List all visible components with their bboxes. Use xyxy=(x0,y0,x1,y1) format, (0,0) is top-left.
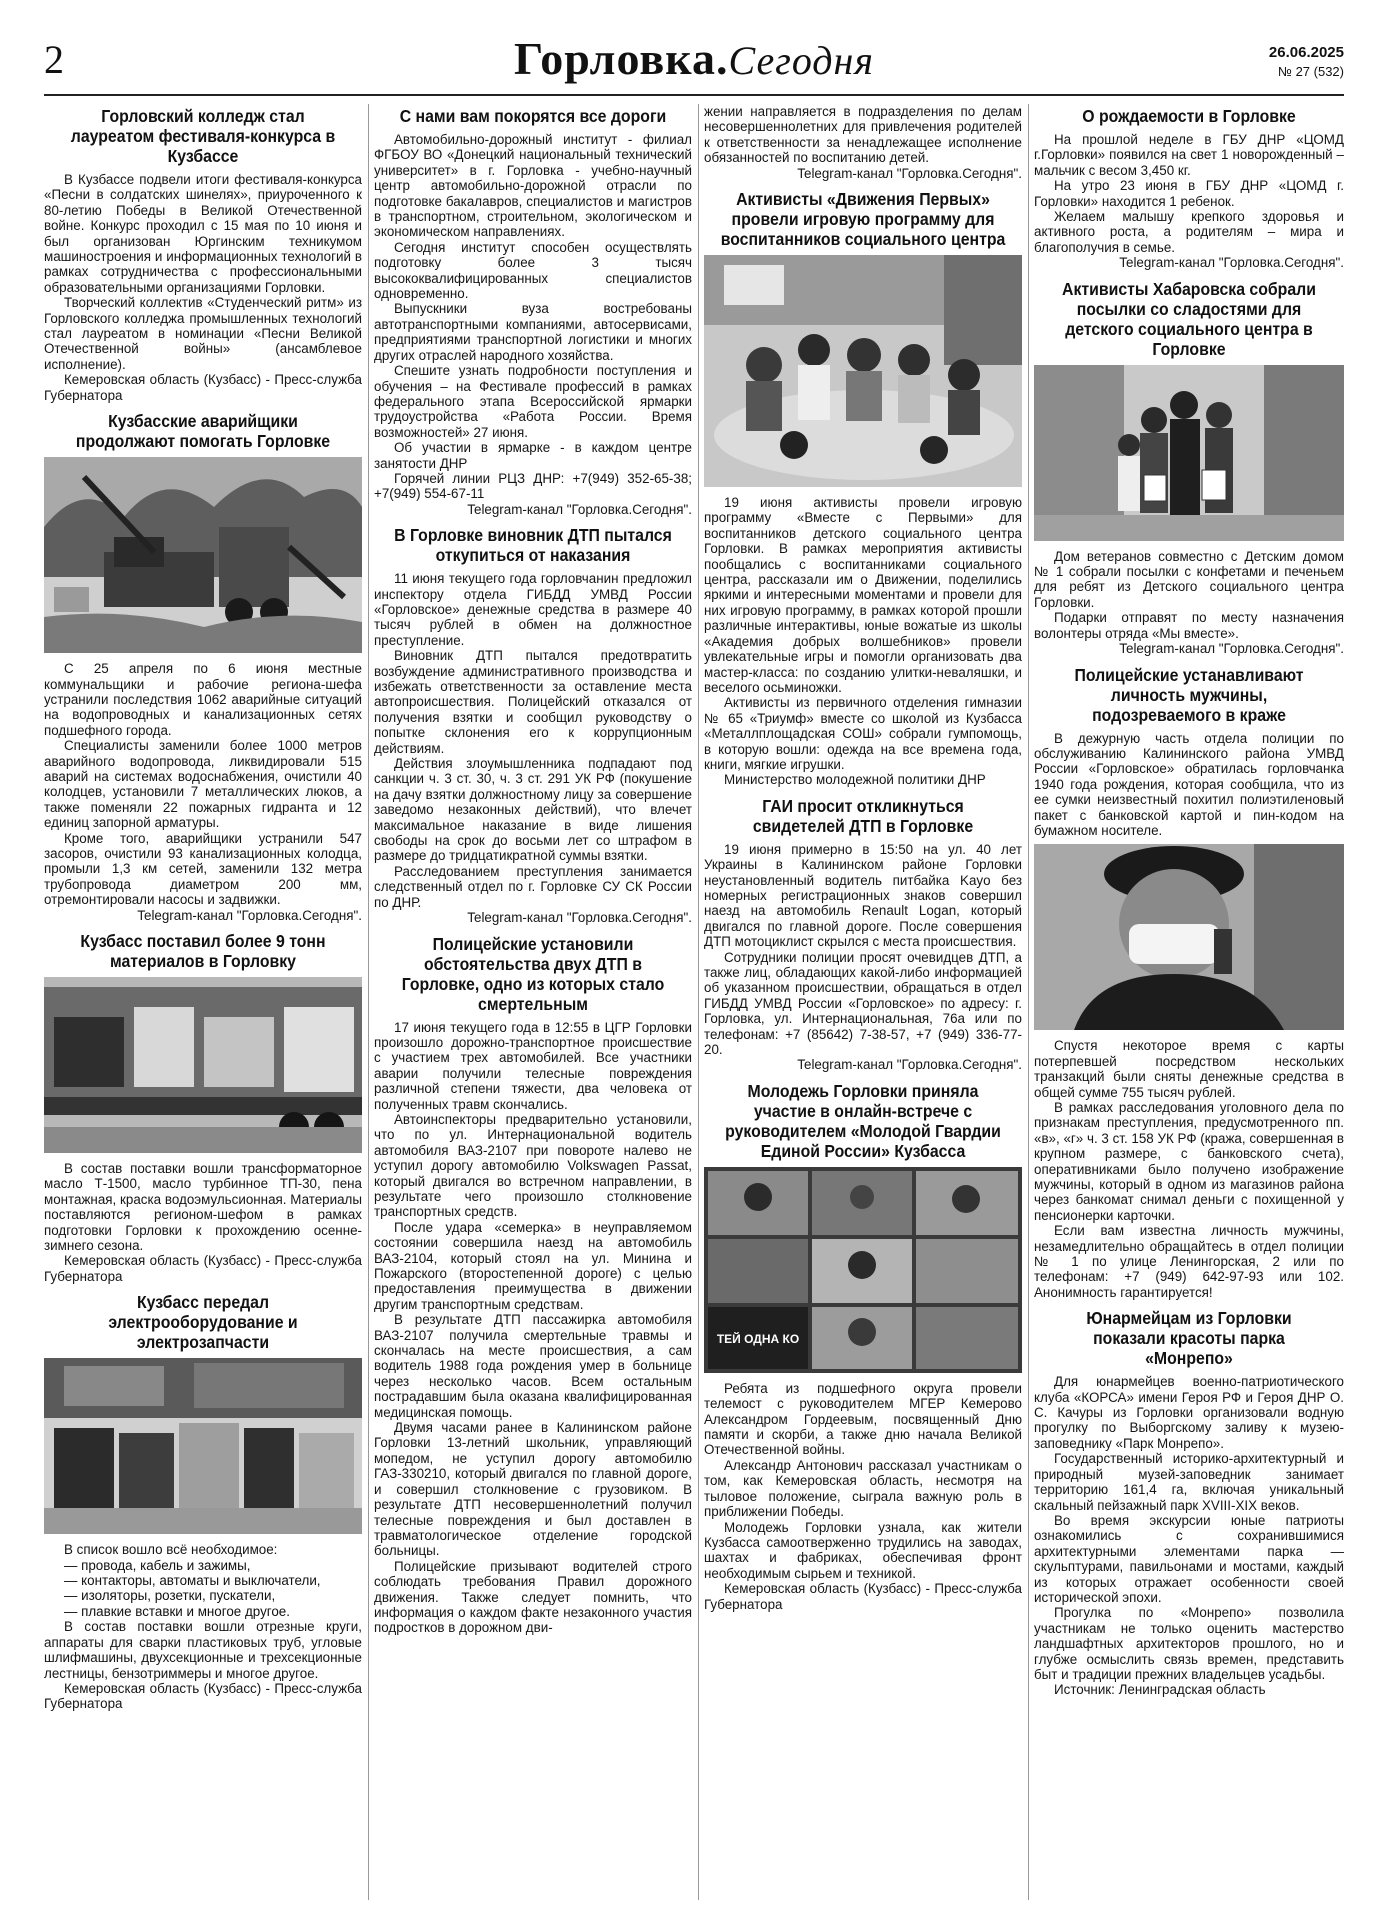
children-gifts-photo xyxy=(1034,365,1344,541)
source-line: Telegram-канал "Горловка.Сегодня". xyxy=(797,1057,1022,1073)
paragraph: В рамках расследования уголовного дела по признакам преступления, предусмотренного пп. «в», «г» ч. 3 ст. 158 УК РФ (кража, совершенная в крупном размере, с банковского счета), оперативниками было получено изображение мужчины, который в одном из магазинов района через банкомат снимал деньги с похищенной у пенсионерки карточки. xyxy=(1034,1099,1344,1223)
paragraph: В состав поставки вошли трансформаторное масло Т-1500, масло турбинное ТП-30, пена монтажная, краска водоэмульсионная. Материалы поставляются регионом-шефом в рамках подготовки Горловки к прохождению осенне-зимнего сезона. xyxy=(44,1161,362,1254)
paragraph: 11 июня текущего года горловчанин предложил инспектору отдела ГИБДД УМВД России «Горловское» денежные средства в размере 40 тысяч рублей в обмен на должностное преступление. xyxy=(374,571,692,648)
paragraph: Кемеровская область (Кузбасс) - Пресс-служба Губернатора xyxy=(44,1253,362,1284)
paragraph: Виновник ДТП пытался предотвратить возбуждение административного производства и избежать ответственности за оставление места автопроисшествия. Полицейский отказался от получения взятки и сообщил руководству о попытке склонения его к коррупционным действиям. xyxy=(374,648,692,756)
source-line: Telegram-канал "Горловка.Сегодня". xyxy=(797,165,1022,181)
paragraph: Расследованием преступления занимается следственный отдел по г. Горловке СУ СК России по ДНР. xyxy=(374,863,692,910)
paragraph: Во время экскурсии юные патриоты ознакомились с сохранившимися архитектурными элементами парка — скульптурами, павильонами и мостами, каждый из которых отражает особенности своей исторической эпохи. xyxy=(1034,1512,1344,1605)
paragraph: Автомобильно-дорожный институт - филиал ФГБОУ ВО «Донецкий национальный технический университет» в г. Горловка - учебно-научный центр автомобильно-дорожной отрасли по подготовке бакалавров, специалистов и магистров в транспортном, строительном, экологическом и экономическом направлениях. xyxy=(374,132,692,240)
article-college xyxy=(44,106,362,403)
suspect-photo xyxy=(1034,844,1344,1030)
equipment-pallets-photo xyxy=(44,1358,362,1534)
paragraph: В состав поставки вошли отрезные круги, аппараты для сварки пластиковых труб, угловые шлифмашины, двухсекционные и трехсекционные лестницы, бензотриммеры и многое другое. xyxy=(44,1619,362,1681)
paragraph: Спустя некоторое время с карты потерпевшей посредством нескольких транзакций были сняты денежные средства в общей сумме 755 тысяч рублей. xyxy=(1034,1038,1344,1100)
paragraph: Действия злоумышленника подпадают под санкции ч. 3 ст. 30, ч. 3 ст. 291 УК РФ (покушение на дачу взятки должностному лицу за совершение заведомо незаконных действий), что влечет максимальное наказание в виде лишения свободы на срок до восьми лет со штрафом в размере до тридцатикратной суммы взятки. xyxy=(374,756,692,864)
source-line: Telegram-канал "Горловка.Сегодня". xyxy=(137,907,362,923)
source-line: Telegram-канал "Горловка.Сегодня". xyxy=(467,501,692,517)
paragraph: Ребята из подшефного округа провели телемост с руководителем МГЕР Кемерово Александром Гордеевым, посвященный Дню памяти и скорби, а также дню начала Великой Отечественной войны. xyxy=(704,1380,1022,1458)
truck-loading-photo xyxy=(44,977,362,1153)
paragraph: В Кузбассе подвели итоги фестиваля-конкурса «Песни в солдатских шинелях», приуроченного к 80-летию Победы в Великой Отечественной войне. Конкурс проходил с 15 мая по 10 июня и был организован Юргинским техникумом машиностроения и информационных технологий в рамках сотрудничества с профессиональными образовательными организациями Горловки. xyxy=(44,172,362,295)
article-bribe xyxy=(374,525,692,925)
page-number: 2 xyxy=(44,37,64,82)
paragraph: Министерство молодежной политики ДНР xyxy=(724,772,986,788)
paragraph: жении направляется в подразделения по делам несовершеннолетних для привлечения родителей к ответственности за ненадлежащее исполнение обязанностей по воспитанию детей. xyxy=(704,104,1022,166)
column-1 xyxy=(44,104,362,1904)
paragraph: Спешите узнать подробности поступления и обучения – на Фестивале профессий в рамках федерального этапа Всероссийской ярмарки трудоустройства «Работа России. Время возможностей» 27 июня. xyxy=(374,363,692,440)
article-emergency-workers xyxy=(44,411,362,923)
article-materials xyxy=(44,931,362,1284)
paragraph: На прошлой неделе в ГБУ ДНР «ЦОМД г.Горловки» появился на свет 1 новорожденный – мальчик с весом 3,450 кг. xyxy=(1034,132,1344,178)
article-theft-suspect xyxy=(1034,665,1344,1301)
paragraph: Специалисты заменили более 1000 метров аварийного водопровода, ликвидировали 515 аварий на системах водоснабжения, очистили 40 колодцев, установили 7 металлических люков, а также поменяли 22 пожарных гидранта и 12 единиц запорной арматуры. xyxy=(44,738,362,831)
issue-number: № 27 (532) xyxy=(1278,64,1344,79)
article-title: Горловский колледж стал лауреатом фестиваля-конкурса в Кузбассе xyxy=(70,106,336,166)
screen-banner: ТЕЙ ОДНА КО xyxy=(716,1331,800,1346)
paragraph: На утро 23 июня в ГБУ ДНР «ЦОМД г. Горловки» находится 1 ребенок. xyxy=(1034,178,1344,209)
paragraph: Активисты из первичного отделения гимназии № 65 «Триумф» вместе со школой из Кузбасса «Металлплощадская СОШ» собрали гумпомощь, в которую вошли: одежда на все времена года, книги, мягкие игрушки. xyxy=(704,695,1022,772)
column-divider xyxy=(1028,104,1029,1900)
column-3 xyxy=(704,104,1022,1904)
newspaper-title xyxy=(44,32,1344,85)
equipment-list xyxy=(44,1558,362,1620)
paragraph: Выпускники вуза востребованы автотранспортными компаниями, автосервисами, предприятиями транспортной логистики и многих других отраслей народного хозяйства. xyxy=(374,301,692,363)
article-title: ГАИ просит откликнуться свидетелей ДТП в Горловке xyxy=(752,795,974,836)
paragraph: Для юнармейцев военно-патриотического клуба «КОРСА» имени Героя РФ и Героя ДНР О. С. Качуры из Горловки организовали водную прогулку по Выборгскому заливу к музею-заповеднику «Парк Монрепо». xyxy=(1034,1374,1344,1451)
article-title: Кузбасс передал электрооборудование и электрозапчасти xyxy=(108,1292,298,1353)
paragraph: Кроме того, аварийщики устранили 547 засоров, очистили 93 канализационных колодца, промыли 1,3 км сетей, заменили 132 метра трубопровода диаметром 200 мм, отремонтировали насосы и задвижки. xyxy=(44,830,362,908)
article-title: Полицейские установили обстоятельства двух ДТП в Горловке, одно из которых стало смертельным xyxy=(401,933,665,1014)
paragraph: Кемеровская область (Кузбасс) - Пресс-служба Губернатора xyxy=(704,1581,1022,1612)
article-first-movement xyxy=(704,189,1022,788)
article-title: Кузбасские аварийщики продолжают помогать Горловке xyxy=(75,411,331,452)
article-youth-online xyxy=(704,1081,1022,1612)
paragraph: 19 июня примерно в 15:50 на ул. 40 лет Украины в Калининском районе Горловки неустановленный водитель питбайка Kayo без номерных регистрационных знаков совершил наезд на автомобиль Renault Logan, который двигался по главной дороге. После совершения ДТП мотоциклист скрылся с места происшествия. xyxy=(704,841,1022,950)
source-line: Telegram-канал "Горловка.Сегодня". xyxy=(467,910,692,926)
children-activity-photo xyxy=(704,255,1022,487)
list-item: — плавкие вставки и многое другое. xyxy=(64,1603,290,1619)
article-electrical xyxy=(44,1292,362,1711)
article-title: О рождаемости в Горловке xyxy=(1082,106,1296,126)
article-title: С нами вам покорятся все дороги xyxy=(399,106,667,126)
paragraph: Александр Антонович рассказал участникам о том, как Кемеровская область, несмотря на тыловое положение, сыграла важную роль в приближении Победы. xyxy=(704,1457,1022,1520)
paragraph: Горячей линии РЦЗ ДНР: +7(949) 352-65-38; +7(949) 554-67-11 xyxy=(374,470,692,502)
paragraph: После удара «семерка» в неуправляемом состоянии совершила наезд на автомобиль ВАЗ-2104, который стоял на ул. Минина и Пожарского (второстепенной дороге) с целью предоставления преимущества в движении другим транспортным средствам. xyxy=(374,1219,692,1312)
paragraph: В дежурную часть отдела полиции по обслуживанию Калининского района УМВД России «Горловское» обратилась горловчанка 1940 года рождения, которая сообщила, что из ее сумки неизвестный похитил полиэтиленовый пакет с банковской картой и пин-кодом на бумажном носителе. xyxy=(1034,730,1344,838)
column-4 xyxy=(1034,104,1344,1904)
article-title: Молодежь Горловки приняла участие в онлайн-встрече с руководителем «Молодой Гвардии Единой России» Кузбасса xyxy=(725,1080,1001,1161)
column-divider xyxy=(698,104,699,1900)
column-divider xyxy=(368,104,369,1900)
paragraph: Творческий коллектив «Студенческий ритм» из Горловского колледжа промышленных технологий стал лауреатом в номинации «Песни Великой Отечественной войны» (ансамблевое исполнение). xyxy=(44,295,362,372)
article-births xyxy=(1034,106,1344,271)
paragraph: Об участии в ярмарке - в каждом центре занятости ДНР xyxy=(374,440,692,471)
article-title: Активисты Хабаровска собрали посылки со сладостями для детского социального центра в Горловке xyxy=(1062,278,1316,359)
list-item: — контакторы, автоматы и выключатели, xyxy=(64,1573,321,1589)
paragraph: Подарки отправят по месту назначения волонтеры отряда «Мы вместе». xyxy=(1034,610,1344,641)
paragraph: С 25 апреля по 6 июня местные коммунальщики и рабочие региона-шефа устранили последствия 1062 аварийные ситуаций на водопроводных и канализационных сетях подшефного города. xyxy=(44,661,362,738)
article-title: Юнармейцам из Горловки показали красоты парка «Монрепо» xyxy=(1086,1308,1292,1369)
title-sub: Сегодня xyxy=(728,38,874,83)
paragraph: Желаем малышу крепкого здоровья и активного роста, а родителям – мира и благополучия в семье. xyxy=(1034,209,1344,255)
paragraph: Кемеровская область (Кузбасс) - Пресс-служба Губернатора xyxy=(44,372,362,403)
paragraph: 17 июня текущего года в 12:55 в ЦГР Горловки произошло дорожно-транспортное происшествие с участием трех автомобилей. Все участники аварии получили телесные повреждения различной степени тяжести, два человека от полученных травм скончались. xyxy=(374,1019,692,1112)
article-roads-institute xyxy=(374,106,692,517)
paragraph: Сегодня институт способен осуществлять подготовку более 3 тысяч высококвалифицированных специалистов одновременно. xyxy=(374,239,692,302)
paragraph: Если вам известна личность мужчины, незамедлительно обращайтесь в отдел полиции № 1 по улице Ленингорская, 2 или по телефонам: +7 (949) 642-97-93 или 102. Анонимность гарантируется! xyxy=(1034,1223,1344,1300)
list-item: — провода, кабель и зажимы, xyxy=(64,1557,251,1573)
paragraph: Двумя часами ранее в Калининском районе Горловки 13-летний школьник, управляющий мопедом, не уступил дорогу автомобилю ГАЗ-330210, который двигался по главной дороге, и совершил столкновение с грузовиком. В результате ДТП несовершеннолетний получил телесные повреждения и был доставлен в травматологическое отделение городской больницы. xyxy=(374,1420,692,1559)
paragraph: 19 июня активисты провели игровую программу «Вместе с Первыми» для воспитанников детского социального центра Горловки. В рамках мероприятия активисты пообщались с воспитанниками социального центра, рассказали им о Движении, поделились яркими и интересными моментами и провели для них игровую программу, в рамках которой прошли различные интерактивы, юные вожатые из школы «Академия добрых волшебников» провели увлекательные игры и помогли организовать два мастер-класса: по созданию улитки-неваляшки, и веселого осьминожки. xyxy=(704,495,1022,695)
paragraph: Источник: Ленинградская область xyxy=(1054,1682,1266,1698)
article-monrepo xyxy=(1034,1308,1344,1698)
masthead xyxy=(44,30,1344,96)
article-title: Полицейские устанавливают личность мужчины, подозреваемого в краже xyxy=(1074,664,1304,725)
paragraph: Сотрудники полиции просят очевидцев ДТП, а также лиц, обладающих какой-либо информацией об указанном происшествии, обращаться в отдел ГИБДД УМВД России «Горловское» по адресу: г. Горловка, ул. Интернациональная, 76а или по телефонам: +7 (85642) 7-38-57, +7 (949) 336-77-20. xyxy=(704,949,1022,1058)
list-item: — изоляторы, розетки, пускатели, xyxy=(64,1588,276,1604)
source-line: Telegram-канал "Горловка.Сегодня". xyxy=(1119,641,1344,657)
title-main: Горловка. xyxy=(514,33,729,84)
paragraph: Кемеровская область (Кузбасс) - Пресс-служба Губернатора xyxy=(44,1680,362,1712)
article-witnesses xyxy=(704,796,1022,1073)
video-conference-photo xyxy=(704,1167,1022,1373)
source-line: Telegram-канал "Горловка.Сегодня". xyxy=(1119,255,1344,271)
paragraph: Дом ветеранов совместно с Детским домом № 1 собрали посылки с конфетами и печеньем для ребят из Детского социального центра Горловки. xyxy=(1034,548,1344,610)
excavator-photo xyxy=(44,457,362,653)
article-two-accidents xyxy=(374,934,692,1636)
article-khabarovsk-parcels xyxy=(1034,279,1344,657)
column-2 xyxy=(374,104,692,1904)
paragraph: В результате ДТП пассажирка автомобиля ВАЗ-2107 получила смертельные травмы и скончалась на месте происшествия, а сам водитель 1988 года рождения умер в больнице через несколько часов. Всем остальным пострадавшим была оказана квалифицированная медицинская помощь. xyxy=(374,1312,692,1420)
paragraph: В список вошло всё необходимое: xyxy=(64,1542,278,1558)
article-title: Активисты «Движения Первых» провели игровую программу для воспитанников социального центра xyxy=(720,189,1006,250)
article-title: В Горловке виновник ДТП пытался откупиться от наказания xyxy=(394,525,672,566)
paragraph: Автоинспекторы предварительно установили, что по ул. Интернациональной водитель автомобиля ВАЗ-2107 при повороте налево не уступил дорогу автомобилю Volkswagen Passat, который двигался во встречном направлении, в результате чего произошло столкновение транспортных средств. xyxy=(374,1111,692,1220)
issue-date: 26.06.2025 xyxy=(1268,44,1344,61)
paragraph: Государственный историко-архитектурный и природный музей-заповедник занимает территорию 161,4 га, включая уникальный скальный пейзажный парк XVIII-XIX веков. xyxy=(1034,1451,1344,1513)
article-title: Кузбасс поставил более 9 тонн материалов в Горловку xyxy=(80,931,326,971)
article-continuation xyxy=(704,104,1022,181)
paragraph: Прогулка по «Монрепо» позволила участникам не только оценить мастерство ландшафтных архитекторов прошлого, но и глубже осмыслить связь времен, представить быт и традиции прежних владельцев усадьбы. xyxy=(1034,1605,1344,1682)
paragraph: Молодежь Горловки узнала, как жители Кузбасса самоотверженно трудились на заводах, шахтах и фабриках, обеспечивая фронт необходимым сырьем и техникой. xyxy=(704,1519,1022,1581)
paragraph: Полицейские призывают водителей строго соблюдать требования Правил дорожного движения. Также следует помнить, что информация о каждом факте незаконного участия подростков в дорожном дви- xyxy=(374,1558,692,1636)
